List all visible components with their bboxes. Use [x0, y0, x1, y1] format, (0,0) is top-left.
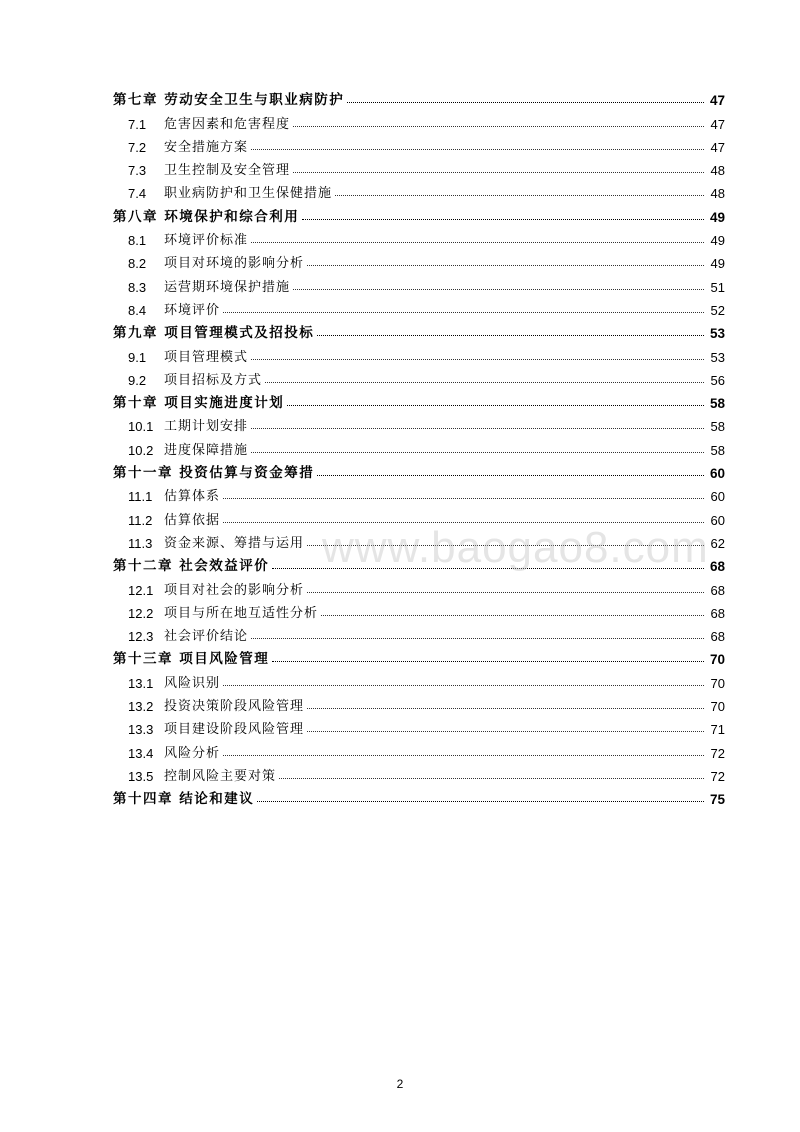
toc-section-entry[interactable] — [113, 225, 725, 248]
toc-entry-number: 13.5 — [128, 768, 154, 784]
toc-entry-number: 12.2 — [128, 605, 154, 621]
toc-entry-title: 社会评价结论 — [164, 629, 249, 645]
toc-dot-leader — [251, 452, 704, 453]
toc-entry-title: 项目招标及方式 — [164, 372, 263, 388]
toc-dot-leader — [317, 475, 704, 476]
toc-section-entry[interactable] — [113, 155, 725, 178]
toc-dot-leader — [279, 778, 704, 779]
toc-entry-title: 项目对社会的影响分析 — [164, 582, 305, 598]
toc-dot-leader — [307, 731, 704, 732]
toc-dot-leader — [223, 522, 704, 523]
toc-entry-title: 职业病防护和卫生保健措施 — [164, 186, 333, 202]
toc-dot-leader — [335, 195, 704, 196]
toc-entry-title: 工期计划安排 — [164, 419, 249, 435]
toc-entry-page: 47 — [709, 93, 725, 109]
toc-dot-leader — [293, 172, 704, 173]
toc-entry-number: 12.1 — [128, 582, 154, 598]
toc-dot-leader — [293, 289, 704, 290]
toc-entry-number: 8.1 — [128, 233, 147, 249]
toc-entry-number: 13.3 — [128, 722, 154, 738]
toc-entry-page: 60 — [710, 512, 725, 528]
toc-entry-page: 68 — [710, 582, 725, 598]
toc-entry-page: 72 — [710, 745, 725, 761]
toc-entry-page: 70 — [710, 675, 725, 691]
toc-entry-page: 58 — [710, 419, 725, 435]
toc-entry-title: 估算依据 — [164, 512, 221, 528]
toc-entry-number: 10.1 — [128, 419, 154, 435]
toc-section-entry[interactable] — [113, 108, 725, 131]
toc-dot-leader — [251, 242, 704, 243]
toc-entry-page: 60 — [710, 489, 725, 505]
toc-entry-title: 安全措施方案 — [164, 139, 249, 155]
toc-entry-title: 风险分析 — [164, 745, 221, 761]
toc-section-entry[interactable] — [113, 714, 725, 737]
toc-chapter-entry[interactable] — [113, 551, 725, 574]
toc-entry-title: 控制风险主要对策 — [164, 768, 277, 784]
toc-dot-leader — [251, 359, 704, 360]
toc-entry-page: 53 — [710, 349, 725, 365]
toc-dot-leader — [293, 126, 704, 127]
toc-entry-title: 进度保障措施 — [164, 442, 249, 458]
toc-entry-title: 环境评价标准 — [164, 233, 249, 249]
toc-entry-page: 47 — [710, 116, 725, 132]
toc-section-entry[interactable] — [113, 271, 725, 294]
toc-entry-number: 10.2 — [128, 442, 154, 458]
toc-entry-page: 49 — [710, 233, 725, 249]
toc-section-entry[interactable] — [113, 132, 725, 155]
toc-dot-leader — [265, 382, 704, 383]
toc-dot-leader — [347, 102, 704, 103]
toc-section-entry[interactable] — [113, 737, 725, 760]
toc-entry-number: 13.2 — [128, 699, 154, 715]
toc-section-entry[interactable] — [113, 691, 725, 714]
toc-section-entry[interactable] — [113, 365, 725, 388]
toc-dot-leader — [287, 405, 704, 406]
toc-dot-leader — [302, 219, 704, 220]
toc-entry-number: 9.1 — [128, 349, 147, 365]
toc-dot-leader — [223, 685, 704, 686]
toc-entry-page: 70 — [710, 699, 725, 715]
toc-entry-title: 危害因素和危害程度 — [164, 116, 291, 132]
toc-section-entry[interactable] — [113, 528, 725, 551]
toc-entry-number: 8.4 — [128, 302, 147, 318]
toc-entry-page: 70 — [709, 652, 725, 668]
toc-entry-number: 13.1 — [128, 675, 154, 691]
toc-entry-page: 58 — [709, 396, 725, 412]
toc-chapter-entry[interactable] — [113, 85, 725, 108]
toc-entry-number: 7.4 — [128, 186, 147, 202]
toc-entry-number: 8.3 — [128, 279, 147, 295]
toc-chapter-entry[interactable] — [113, 644, 725, 667]
toc-entry-title: 项目管理模式 — [164, 349, 249, 365]
toc-section-entry[interactable] — [113, 295, 725, 318]
toc-dot-leader — [223, 498, 704, 499]
toc-dot-leader — [307, 708, 704, 709]
table-of-contents — [113, 85, 725, 807]
toc-dot-leader — [251, 149, 704, 150]
toc-entry-number: 11.2 — [128, 512, 153, 528]
toc-entry-title: 第十二章 社会效益评价 — [113, 558, 270, 575]
toc-entry-page: 58 — [710, 442, 725, 458]
toc-section-entry[interactable] — [113, 574, 725, 597]
toc-entry-title: 项目与所在地互适性分析 — [164, 605, 319, 621]
toc-chapter-entry[interactable] — [113, 784, 725, 807]
toc-dot-leader — [251, 428, 704, 429]
toc-entry-title: 第十三章 项目风险管理 — [113, 651, 270, 668]
toc-entry-number: 7.1 — [128, 116, 147, 132]
toc-dot-leader — [317, 335, 704, 336]
toc-entry-page: 49 — [710, 256, 725, 272]
toc-dot-leader — [307, 592, 704, 593]
toc-section-entry[interactable] — [113, 667, 725, 690]
toc-section-entry[interactable] — [113, 248, 725, 271]
toc-entry-page: 62 — [710, 535, 725, 551]
toc-entry-page: 47 — [710, 139, 725, 155]
watermark: www.baogao8.com — [322, 523, 709, 572]
toc-entry-page: 51 — [710, 279, 725, 295]
toc-section-entry[interactable] — [113, 761, 725, 784]
toc-entry-page: 48 — [710, 163, 725, 179]
toc-entry-page: 53 — [709, 326, 725, 342]
toc-entry-number: 9.2 — [128, 372, 147, 388]
toc-section-entry[interactable] — [113, 504, 725, 527]
toc-entry-title: 第十一章 投资估算与资金筹措 — [113, 465, 315, 482]
toc-section-entry[interactable] — [113, 411, 725, 434]
toc-entry-number: 7.3 — [128, 163, 147, 179]
toc-entry-title: 投资决策阶段风险管理 — [164, 699, 305, 715]
toc-entry-title: 环境评价 — [164, 302, 221, 318]
toc-entry-title: 资金来源、筹措与运用 — [164, 535, 305, 551]
toc-entry-title: 风险识别 — [164, 675, 221, 691]
toc-entry-title: 项目对环境的影响分析 — [164, 256, 305, 272]
toc-section-entry[interactable] — [113, 178, 725, 201]
toc-entry-page: 60 — [709, 466, 725, 482]
toc-chapter-entry[interactable] — [113, 318, 725, 341]
toc-entry-title: 第八章 环境保护和综合利用 — [113, 208, 300, 225]
toc-section-entry[interactable] — [113, 341, 725, 364]
toc-section-entry[interactable] — [113, 621, 725, 644]
toc-entry-number: 7.2 — [128, 139, 147, 155]
toc-section-entry[interactable] — [113, 481, 725, 504]
toc-entry-page: 49 — [709, 209, 725, 225]
toc-entry-title: 估算体系 — [164, 489, 221, 505]
toc-entry-title: 运营期环境保护措施 — [164, 279, 291, 295]
toc-entry-page: 68 — [710, 629, 725, 645]
toc-entry-title: 第七章 劳动安全卫生与职业病防护 — [113, 92, 345, 109]
toc-dot-leader — [272, 661, 704, 662]
toc-dot-leader — [272, 568, 704, 569]
toc-entry-title: 第十四章 结论和建议 — [113, 791, 255, 808]
toc-section-entry[interactable] — [113, 434, 725, 457]
toc-entry-title: 第九章 项目管理模式及招投标 — [113, 325, 315, 342]
toc-chapter-entry[interactable] — [113, 201, 725, 224]
toc-entry-title: 项目建设阶段风险管理 — [164, 722, 305, 738]
toc-section-entry[interactable] — [113, 598, 725, 621]
toc-entry-number: 11.1 — [128, 489, 153, 505]
toc-entry-page: 75 — [709, 792, 725, 808]
toc-dot-leader — [223, 755, 704, 756]
toc-entry-title: 卫生控制及安全管理 — [164, 163, 291, 179]
page-number: 2 — [396, 1077, 404, 1091]
toc-dot-leader — [223, 312, 704, 313]
toc-entry-number: 13.4 — [128, 745, 154, 761]
toc-entry-title: 第十章 项目实施进度计划 — [113, 395, 285, 412]
toc-entry-number: 11.3 — [128, 535, 153, 551]
toc-entry-number: 8.2 — [128, 256, 147, 272]
toc-entry-page: 52 — [710, 302, 725, 318]
toc-dot-leader — [307, 545, 704, 546]
toc-entry-page: 72 — [710, 768, 725, 784]
toc-chapter-entry[interactable] — [113, 458, 725, 481]
toc-dot-leader — [251, 638, 704, 639]
toc-entry-page: 48 — [710, 186, 725, 202]
toc-dot-leader — [307, 265, 704, 266]
toc-entry-page: 68 — [710, 605, 725, 621]
toc-entry-page: 71 — [710, 722, 725, 738]
toc-entry-number: 12.3 — [128, 629, 154, 645]
toc-entry-page: 56 — [710, 372, 725, 388]
toc-dot-leader — [321, 615, 704, 616]
toc-dot-leader — [257, 801, 704, 802]
toc-chapter-entry[interactable] — [113, 388, 725, 411]
toc-entry-page: 68 — [709, 559, 725, 575]
